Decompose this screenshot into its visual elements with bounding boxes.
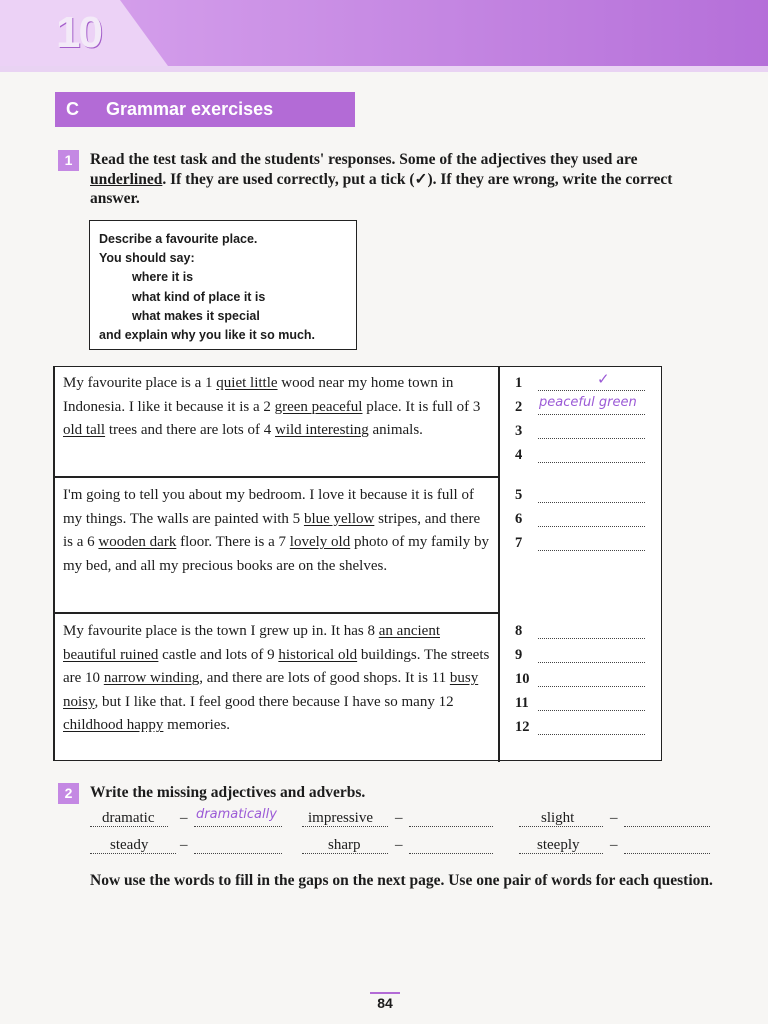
underlined-adjectives: lovely old bbox=[289, 534, 351, 551]
given-word: sharp bbox=[328, 837, 361, 853]
answer-number: 12 bbox=[515, 719, 530, 735]
task-line: where it is bbox=[132, 270, 194, 285]
answer-6[interactable] bbox=[515, 511, 655, 531]
answer-number: 8 bbox=[515, 623, 523, 639]
para-text: place. It is full of 3 bbox=[362, 398, 481, 415]
underlined-adjectives: quiet little bbox=[216, 375, 278, 391]
given-word: impressive bbox=[308, 810, 373, 826]
response-paragraph-3 bbox=[63, 620, 493, 738]
answer-3[interactable] bbox=[515, 423, 655, 443]
page-number: 84 bbox=[370, 992, 400, 1011]
answer-line[interactable] bbox=[538, 390, 645, 391]
word-pair-dramatic[interactable] bbox=[90, 807, 285, 832]
answer-line[interactable] bbox=[538, 462, 645, 463]
word-pair-steady[interactable] bbox=[90, 837, 285, 859]
para-text: My favourite place is the town I grew up in. It has 8 bbox=[63, 623, 379, 639]
answer-8[interactable] bbox=[515, 623, 655, 643]
task-line: and explain why you like it so much. bbox=[99, 328, 316, 343]
answer-line[interactable] bbox=[194, 853, 282, 854]
para-text: stripes, and there is a 6 bbox=[63, 510, 481, 551]
underlined-adjectives: historical old bbox=[278, 646, 358, 663]
unit-number: 10 bbox=[56, 8, 101, 57]
word-pair-impressive[interactable] bbox=[302, 810, 494, 832]
dash: – bbox=[610, 810, 618, 826]
underlined-adjectives: green peaceful bbox=[274, 398, 363, 415]
para-text: castle and lots of 9 bbox=[158, 646, 279, 663]
answer-line[interactable] bbox=[538, 502, 645, 503]
answer-2[interactable] bbox=[515, 395, 655, 419]
answer-line[interactable] bbox=[538, 710, 645, 711]
exercise-2-instruction: Write the missing adjectives and adverbs. bbox=[90, 784, 366, 801]
answer-line[interactable] bbox=[538, 526, 645, 527]
task-line: Describe a favourite place. bbox=[99, 232, 258, 246]
para-text: I'm going to tell you about my bedroom. I love it because it is full of my things. The walls are painted with 5 bbox=[63, 487, 474, 527]
exercise-1-instruction bbox=[90, 150, 710, 209]
answer-line[interactable] bbox=[409, 853, 493, 854]
para-text: , and there are lots of good shops. It is 11 bbox=[199, 670, 450, 687]
exercise-2-number: 2 bbox=[58, 783, 79, 804]
para-text: floor. There is a 7 bbox=[176, 534, 290, 551]
row-divider bbox=[53, 476, 499, 478]
dash: – bbox=[395, 837, 403, 853]
underlined-adjectives: wooden dark bbox=[98, 534, 177, 551]
answer-line[interactable] bbox=[538, 638, 645, 639]
instruction-text: . If they are used correctly, put a tick (✓). If they are wrong, write the correct answer. bbox=[90, 170, 673, 207]
given-word: slight bbox=[541, 810, 575, 826]
instruction-text: Read the test task and the students' responses. Some of the adjectives they used are bbox=[90, 151, 638, 168]
handwritten-tick: ✓ bbox=[597, 370, 610, 388]
para-text: animals. bbox=[368, 422, 423, 439]
para-text: memories. bbox=[163, 717, 231, 734]
task-line: what kind of place it is bbox=[132, 289, 266, 304]
exercise-2-note: Now use the words to fill in the gaps on the next page. Use one pair of words for each question. bbox=[90, 872, 713, 889]
underlined-adjectives: childhood happy bbox=[63, 717, 164, 734]
answer-10[interactable] bbox=[515, 671, 655, 691]
given-word: steeply bbox=[537, 837, 580, 853]
answer-line[interactable] bbox=[194, 826, 282, 827]
para-text: photo of my family by my bed, and all my precious books are on the shelves. bbox=[63, 534, 489, 574]
instruction-underlined-word: underlined bbox=[90, 170, 163, 188]
answer-number: 9 bbox=[515, 647, 523, 663]
table-left-border bbox=[53, 366, 55, 761]
answer-12[interactable] bbox=[515, 719, 655, 739]
answer-number: 3 bbox=[515, 423, 523, 439]
answer-number: 7 bbox=[515, 535, 523, 551]
underlined-adjectives: an ancient beautiful ruined bbox=[63, 623, 440, 663]
word-pair-sharp[interactable] bbox=[302, 837, 494, 859]
answer-number: 1 bbox=[515, 375, 523, 391]
responses-table bbox=[53, 366, 662, 761]
answer-line[interactable] bbox=[538, 662, 645, 663]
answer-4[interactable] bbox=[515, 447, 655, 467]
answer-line[interactable] bbox=[538, 686, 645, 687]
section-letter: C bbox=[66, 99, 79, 119]
response-paragraph-1 bbox=[63, 372, 493, 443]
answer-number: 10 bbox=[515, 671, 530, 687]
para-text: My favourite place is a 1 bbox=[63, 375, 217, 391]
row-divider bbox=[53, 612, 499, 614]
handwritten-answer: dramatically bbox=[196, 807, 277, 822]
dash: – bbox=[610, 837, 618, 853]
word-pair-steeply[interactable] bbox=[519, 837, 711, 859]
dash: – bbox=[180, 837, 188, 853]
answer-9[interactable] bbox=[515, 647, 655, 667]
dash: – bbox=[395, 810, 403, 826]
answer-line[interactable] bbox=[624, 853, 710, 854]
section-title: Grammar exercises bbox=[106, 99, 274, 119]
answer-5[interactable] bbox=[515, 487, 655, 507]
answer-line[interactable] bbox=[538, 550, 645, 551]
section-header bbox=[55, 92, 355, 127]
answer-line[interactable] bbox=[624, 826, 710, 827]
para-text: wood near my home town in Indonesia. I like it because it is a 2 bbox=[63, 375, 454, 415]
answer-number: 5 bbox=[515, 487, 523, 503]
column-divider bbox=[498, 367, 500, 762]
answer-7[interactable] bbox=[515, 535, 655, 555]
answer-11[interactable] bbox=[515, 695, 655, 715]
handwritten-answer: peaceful green bbox=[539, 395, 637, 410]
given-word: dramatic bbox=[102, 810, 155, 826]
given-word: steady bbox=[110, 837, 149, 853]
answer-line[interactable] bbox=[409, 826, 493, 827]
answer-1[interactable] bbox=[515, 370, 655, 395]
task-box bbox=[89, 220, 357, 350]
banner-shape bbox=[0, 0, 768, 72]
underlined-adjectives: wild interesting bbox=[275, 422, 369, 439]
unit-banner bbox=[0, 0, 768, 72]
underlined-adjectives: narrow winding bbox=[103, 670, 200, 687]
underlined-adjectives: old tall bbox=[63, 422, 106, 439]
answer-line[interactable] bbox=[538, 438, 645, 439]
para-text: trees and there are lots of 4 bbox=[105, 422, 276, 439]
answer-line[interactable] bbox=[538, 734, 645, 735]
response-paragraph-2 bbox=[63, 484, 493, 578]
answer-number: 6 bbox=[515, 511, 523, 527]
para-text: , but I like that. I feel good there because I have so many 12 bbox=[94, 693, 454, 710]
dash: – bbox=[180, 810, 188, 826]
answer-number: 11 bbox=[515, 695, 529, 711]
para-text: buildings. The streets are 10 bbox=[63, 646, 490, 687]
answer-number: 4 bbox=[515, 447, 523, 463]
task-line: You should say: bbox=[99, 251, 195, 266]
task-line: what makes it special bbox=[132, 308, 260, 323]
word-pair-slight[interactable] bbox=[519, 810, 711, 832]
underlined-adjectives: busy noisy bbox=[63, 670, 479, 710]
answer-line[interactable] bbox=[538, 414, 645, 415]
exercise-1-number: 1 bbox=[58, 150, 79, 171]
underlined-adjectives: blue yellow bbox=[303, 510, 375, 527]
answer-number: 2 bbox=[515, 399, 523, 415]
